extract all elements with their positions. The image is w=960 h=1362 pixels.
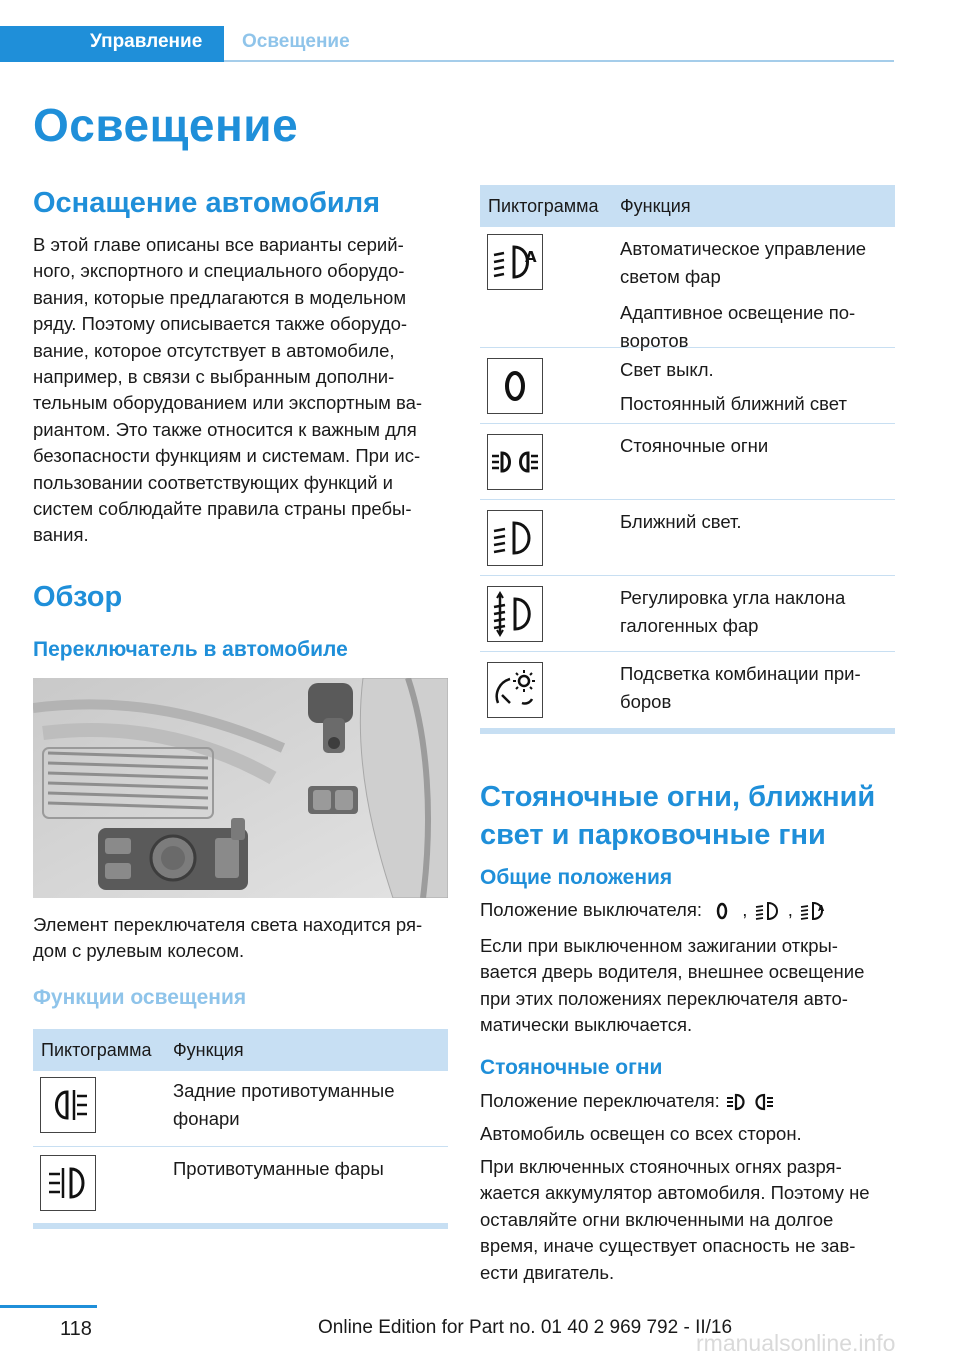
footer-accent-line — [0, 1305, 97, 1308]
text-line: При включенных стояночных огнях разря‐ — [480, 1156, 842, 1177]
subsection-title-functions: Функции освещения — [33, 986, 247, 1009]
breadcrumb-controls[interactable]: Управление — [90, 31, 203, 52]
text-line: при этих положениях переключателя авто‐ — [480, 987, 848, 1009]
low-beam-icon — [487, 510, 543, 566]
table-row — [480, 576, 895, 652]
equipment-paragraph — [33, 232, 422, 549]
text-line: дом с рулевым колесом. — [33, 940, 245, 962]
text-line: вание, которое отсутствует в автомобиле, — [33, 339, 395, 361]
text-line: жается аккумулятор автомобиля. Поэтому не — [480, 1182, 870, 1204]
table-row — [33, 1071, 448, 1147]
text-line: Положение выключателя: , , A — [480, 897, 828, 923]
section-title-parking-low-beam — [480, 778, 875, 854]
lights-off-icon — [707, 900, 737, 922]
table-row — [480, 652, 895, 728]
auto-headlight-icon — [798, 900, 828, 922]
instrument-lighting-icon — [487, 662, 543, 718]
parking-lights-icon — [487, 434, 543, 490]
text-line: галогенных фар — [620, 615, 759, 636]
switch-caption — [33, 912, 422, 965]
text-line: Ближний свет. — [620, 511, 742, 532]
general-paragraph — [480, 933, 864, 1039]
table-end-bar — [480, 728, 895, 734]
svg-text:A: A — [818, 904, 825, 914]
text-line: ряду. Поэтому описывается также оборудо‐ — [33, 313, 408, 335]
table-row — [33, 1147, 448, 1223]
edition-text: Online Edition for Part no. 01 40 2 969 792 - II/16 — [318, 1317, 733, 1338]
watermark: rmanualsonline.info — [696, 1330, 896, 1356]
table-row — [480, 227, 895, 351]
text-line: Постоянный ближний свет — [620, 393, 847, 414]
text-line: матически выключается. — [480, 1014, 693, 1036]
text-line: Элемент переключателя света находится ря‐ — [33, 914, 423, 935]
text-line: безопасности функциям и системам. При ис‐ — [33, 445, 421, 467]
page-title: Освещение — [33, 99, 299, 151]
text-line: вания. — [33, 524, 89, 546]
text-line: Регулировка угла наклона — [620, 587, 846, 608]
function-text — [620, 356, 847, 418]
text-line: риантом. Это также относится к важным для — [33, 418, 417, 440]
text-line: Противотуманные фары — [173, 1158, 384, 1179]
subsection-title-parking-lights: Стояночные огни — [480, 1056, 663, 1079]
header-divider — [224, 60, 894, 62]
text-line: Автомобиль освещен со всех сторон. — [480, 1123, 802, 1144]
rear-fog-light-icon — [40, 1077, 96, 1133]
table-end-bar — [33, 1223, 448, 1229]
subsection-title-switch: Переключатель в автомобиле — [33, 638, 348, 661]
text-line: вается дверь водителя, внешнее освещение — [480, 961, 865, 983]
text-line: оставляйте огни включенными на долгое — [480, 1208, 834, 1230]
breadcrumb-lighting[interactable]: Освещение — [242, 31, 350, 52]
text-line: Если при выключенном зажигании откры‐ — [480, 935, 838, 956]
headlight-range-icon — [487, 586, 543, 642]
position-label: Положение выключателя: — [480, 899, 703, 920]
text-line: тельным оборудованием или экспортным ва‐ — [33, 392, 423, 414]
text-line: например, в связи с выбранным дополни‐ — [33, 366, 395, 388]
text-line: вания, которые предлагаются в модельном — [33, 286, 407, 308]
parking-warning-paragraph — [480, 1154, 870, 1286]
text-line: ести двигатель. — [480, 1261, 615, 1283]
text-line: Задние противотуманные — [173, 1080, 395, 1101]
table-row — [480, 500, 895, 576]
section-title-overview: Обзор — [33, 581, 123, 613]
function-text — [620, 432, 768, 460]
text-line: систем соблюдайте правила страны пребы‐ — [33, 498, 412, 520]
subsection-title-general: Общие положения — [480, 866, 673, 889]
text-line: Адаптивное освещение по‐ — [620, 302, 856, 323]
front-fog-light-icon — [40, 1155, 96, 1211]
column-header-function: Функция — [173, 1040, 244, 1060]
text-line: Стояночные огни — [620, 435, 769, 456]
function-text — [620, 660, 861, 716]
table-row — [480, 424, 895, 500]
function-text — [173, 1077, 395, 1133]
function-text — [173, 1155, 384, 1183]
column-header-function: Функция — [620, 196, 691, 216]
function-text — [620, 584, 845, 640]
position-label: Положение переключателя: — [480, 1090, 720, 1111]
table-header — [480, 185, 895, 227]
text-line: время, иначе существует опасность не зав‐ — [480, 1235, 856, 1257]
function-text — [620, 508, 742, 536]
text-line: воротов — [620, 330, 689, 351]
lighting-functions-table-left — [33, 1029, 448, 1229]
text-line: Свет выкл. — [620, 359, 714, 380]
parking-sentence — [480, 1121, 802, 1147]
lights-off-icon — [487, 358, 543, 414]
low-beam-icon — [753, 900, 783, 922]
table-row — [480, 348, 895, 424]
parking-position-line — [480, 1088, 775, 1114]
table-header — [33, 1029, 448, 1071]
text-line: ного, экспортного и специального оборудо‐ — [33, 260, 405, 282]
text-line: Подсветка комбинации при‐ — [620, 663, 861, 684]
text-line: боров — [620, 691, 672, 712]
light-switch-photo — [33, 678, 448, 898]
title-line: Стояночные огни, ближний — [480, 781, 876, 813]
general-position-line — [480, 897, 828, 923]
title-line: свет и парковочные гни — [480, 819, 826, 851]
text-line: пользовании соответствующих функций и — [33, 471, 394, 493]
column-header-pictogram: Пиктограмма — [488, 196, 599, 216]
text-line — [480, 1088, 775, 1114]
section-title-equipment: Оснащение автомобиля — [33, 187, 381, 219]
column-header-pictogram: Пиктограмма — [41, 1040, 152, 1060]
page-number: 118 — [60, 1318, 92, 1340]
parking-lights-icon — [725, 1091, 775, 1113]
text-line: Автоматическое управление — [620, 238, 867, 259]
text-line: светом фар — [620, 266, 721, 287]
text-line: В этой главе описаны все варианты серий‐ — [33, 234, 404, 255]
text-line: фонари — [173, 1108, 240, 1129]
auto-headlight-icon — [487, 234, 543, 290]
svg-text:A: A — [525, 248, 537, 266]
lighting-functions-table-right — [480, 185, 895, 734]
function-text — [620, 235, 866, 355]
